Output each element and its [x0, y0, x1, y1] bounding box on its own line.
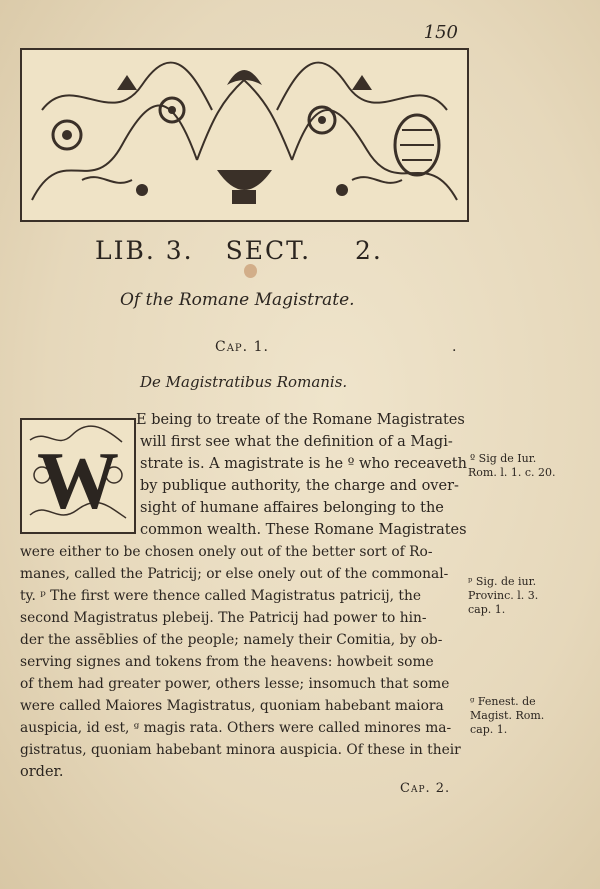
margin-note-line: Rom. l. 1. c. 20. [468, 466, 556, 479]
margin-note-line: Provinc. l. 3. [468, 589, 539, 602]
margin-note [468, 575, 538, 617]
margin-note-line: ᵖ Sig. de iur. [468, 575, 537, 588]
sect-label: SECT. [225, 236, 312, 265]
body-line: were either to be chosen onely out of the better sort of Ro- [20, 544, 433, 560]
body-line: second Magistratus plebeij. The Patricij had power to hin- [20, 610, 427, 626]
body-line: E being to treate of the Romane Magistrates [136, 412, 465, 428]
dropcap-letter: W [37, 435, 119, 526]
chapter-heading: Cap. 1. [215, 339, 269, 355]
body-line: will first see what the definition of a Magi- [140, 434, 453, 450]
margin-note-line: cap. 1. [470, 723, 508, 736]
body-line: common wealth. These Romane Magistrates [140, 522, 467, 538]
body-line: serving signes and tokens from the heavens: howbeit some [20, 654, 434, 670]
body-line: strate is. A magistrate is he º who receaveth [140, 456, 467, 472]
sect-number: 2. [354, 236, 383, 265]
body-line: auspicia, id est, ᵍ magis rata. Others were called minores ma- [20, 720, 452, 736]
catchword: Cap. 2. [400, 781, 451, 796]
body-line: by publique authority, the charge and over- [140, 478, 459, 494]
ink-stain [244, 264, 257, 278]
page-number: 150 [423, 22, 458, 43]
chapter-dot: . [452, 339, 457, 355]
body-line: gistratus, quoniam habebant minora auspicia. Of these in their [20, 742, 461, 758]
headpiece-ornament [20, 48, 469, 222]
body-line: of them had greater power, others lesse; insomuch that some [20, 676, 450, 692]
lib-label: LIB. 3. [95, 236, 194, 265]
margin-note-line: Magist. Rom. [470, 709, 545, 722]
body-line: sight of humane affaires belonging to the [140, 500, 444, 516]
dropcap-ornament [20, 418, 136, 534]
body-line: were called Maiores Magistratus, quoniam habebant maiora [20, 698, 444, 714]
section-subtitle: Of the Romane Magistrate. [120, 290, 355, 310]
margin-note-line: cap. 1. [468, 603, 506, 616]
margin-note [470, 695, 544, 737]
margin-note [470, 452, 555, 480]
latin-title: De Magistratibus Romanis. [140, 373, 348, 391]
section-heading [95, 236, 383, 265]
margin-note-line: º Sig de Iur. [470, 452, 537, 465]
body-line: manes, called the Patricij; or else onely out of the commonal- [20, 566, 449, 582]
margin-note-line: ᵍ Fenest. de [470, 695, 536, 708]
body-line: ty. ᵖ The first were thence called Magistratus patricij, the [20, 588, 421, 604]
body-line: der the assēblies of the people; namely their Comitia, by ob- [20, 632, 443, 648]
body-line: order. [20, 764, 64, 780]
